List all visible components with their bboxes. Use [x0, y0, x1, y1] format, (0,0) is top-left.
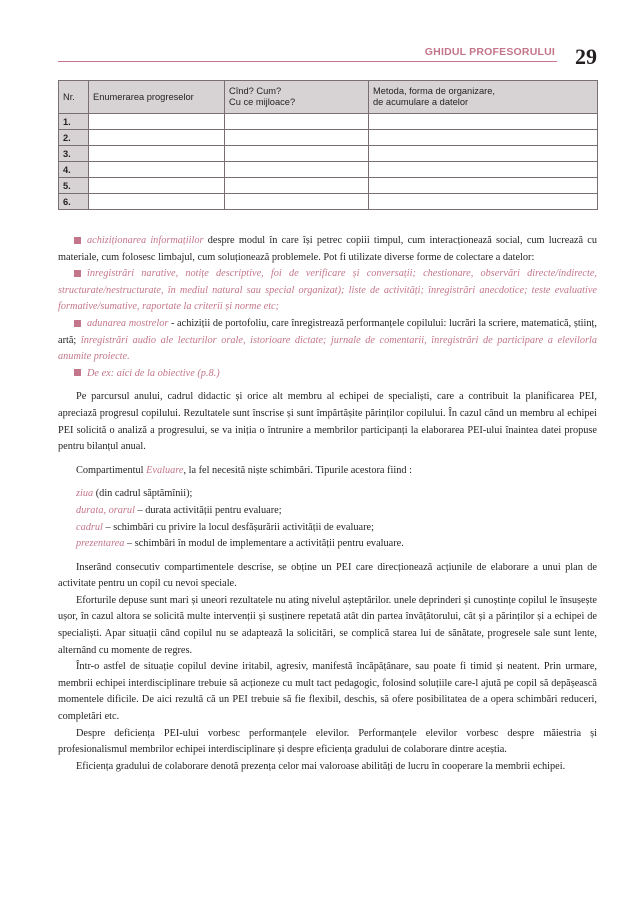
table-row: [59, 178, 598, 194]
list-item: durata, orarul – durata activității pentru evaluare;: [76, 504, 282, 516]
square-bullet-icon: [74, 270, 81, 277]
table-header-row: [59, 81, 598, 114]
bullet-text: despre modul în care își petrec copiii timpul, cum interacționează social, cum lucrează cu materiale, cum folosesc limbajul, cum soluționează problemele. Pot fi utilizate diverse forme de colectare a datelor:: [58, 235, 597, 263]
square-bullet-icon: [74, 369, 81, 376]
progress-table: [58, 80, 598, 210]
evaluation-types-list: [58, 486, 597, 552]
square-bullet-icon: [74, 237, 81, 244]
running-title: GHIDUL PROFESORULUI: [424, 46, 555, 58]
page-body: [58, 233, 597, 775]
col-header-when-how: Cînd? Cum? Cu ce mijloace?: [225, 81, 369, 114]
bullet-text: înregistrări narative, notițe descriptive, foi de verificare și conversații; chestionare, observări directe/indirecte, structurate/nestructurate, în mediul natural sau special organizat); liste de activități; înregistrări anecdotice; teste evaluative formative/sumative, raportate la criterii și norme etc;: [58, 268, 597, 313]
row-number: 6.: [59, 194, 89, 210]
page-number: 29: [575, 44, 597, 69]
row-number: 5.: [59, 178, 89, 194]
bullet-lead: adunarea mostrelor: [87, 317, 169, 329]
paragraph: Eficiența gradului de colaborare denotă prezența celor mai valoroase abilități de lucru în cooperare la membrii echipei.: [76, 760, 566, 772]
paragraph: Pe parcursul anului, cadrul didactic și orice alt membru al echipei de specialiști, care a contribuit la planificarea PEI, apreciază progresul copilului. Rezultatele sunt înscrise și sunt împărtășite părinților copilului. În cazul când un membru al echipei PEI solicită o analiză a progresului, se va iniția o întrunire a membrilor participanți la elaborarea PEI-ului înaintea datei propuse pentru bilanțul anual.: [58, 391, 597, 453]
page-header: [58, 40, 597, 74]
list-item: prezentarea – schimbări în modul de implementare a activității pentru evaluare.: [76, 538, 404, 550]
bullet-text: - achiziții de portofoliu, care înregistrează performanțele copilului: lucrări la scriere, matematică, științ, artă;: [58, 317, 597, 346]
bullet-text: De ex: aici de la obiective (p.8.): [87, 367, 220, 379]
table-row: [59, 194, 598, 210]
paragraph: Eforturile depuse sunt mari și uneori rezultatele nu ating nivelul așteptărilor. unele deprinderi și cunoștințe copilul le însușește ușor, în cazul altora se solicită multe intervenții și susținere repetată atât din partea învățătorului, cât și a părinților și a echipei de specialiști. Apar situații când copilul nu se adaptează la solicitări, se complică starea lui de sănătate, progresele sale sunt lente, alternând cu momente de regres.: [58, 594, 597, 656]
bullet-paragraph: [58, 266, 597, 316]
col-header-method: Metoda, forma de organizare, de acumulare a datelor: [369, 81, 598, 114]
highlight-term: Evaluare: [146, 464, 184, 476]
list-item: ziua (din cadrul săptămînii);: [76, 488, 193, 500]
paragraph: Într-o astfel de situație copilul devine iritabil, agresiv, manifestă încăpățânare, sau poate fi timid și neatent. Prin urmare, membrii echipei interdisciplinare trebuie să acționeze cu mult tact pedagogic, folosind soluțiile care-l ajută pe copil să depășească momentele dificile. De aici rezultă că un PEI trebuie să fie flexibil, deschis, să ofere posibilitatea de a opera schimbări reduceri, completări etc.: [58, 661, 597, 723]
table-row: [59, 114, 598, 130]
row-number: 4.: [59, 162, 89, 178]
table-row: [59, 146, 598, 162]
bullet-paragraph: [58, 316, 597, 366]
paragraph: Despre deficiența PEI-ului vorbesc performanțele elevilor. Performanțele elevilor vorbesc despre măiestria și profesionalismul membrilor echipei interdisciplinare și despre eficiența gradului de colaborare dintre aceștia.: [58, 727, 597, 756]
bullet-paragraph: [58, 366, 597, 383]
row-number: 3.: [59, 146, 89, 162]
table-row: [59, 162, 598, 178]
paragraph: Inserând consecutiv compartimentele descrise, se obține un PEI care direcționează acțiunile de elaborare a unui plan de activitate pentru un copil cu nevoi speciale.: [58, 561, 597, 590]
col-header-progress: Enumerarea progreselor: [89, 81, 225, 114]
row-number: 2.: [59, 130, 89, 146]
bullet-paragraph: [58, 233, 597, 266]
paragraph: Compartimentul Evaluare, la fel necesită niște schimbări. Tipurile acestora fiind :: [76, 464, 412, 476]
header-rule: [58, 61, 557, 62]
bullet-tail: înregistrări audio ale lecturilor orale, istorioare dictate; jurnale de comentarii, înregistrări de participare a elevilorla anumite proiecte.: [58, 334, 597, 363]
row-number: 1.: [59, 114, 89, 130]
list-item: cadrul – schimbări cu privire la locul desfășurării activității de evaluare;: [76, 521, 374, 533]
col-header-nr: Nr.: [59, 81, 89, 114]
square-bullet-icon: [74, 320, 81, 327]
table-row: [59, 130, 598, 146]
bullet-lead: achiziționarea informațiilor: [87, 235, 204, 246]
